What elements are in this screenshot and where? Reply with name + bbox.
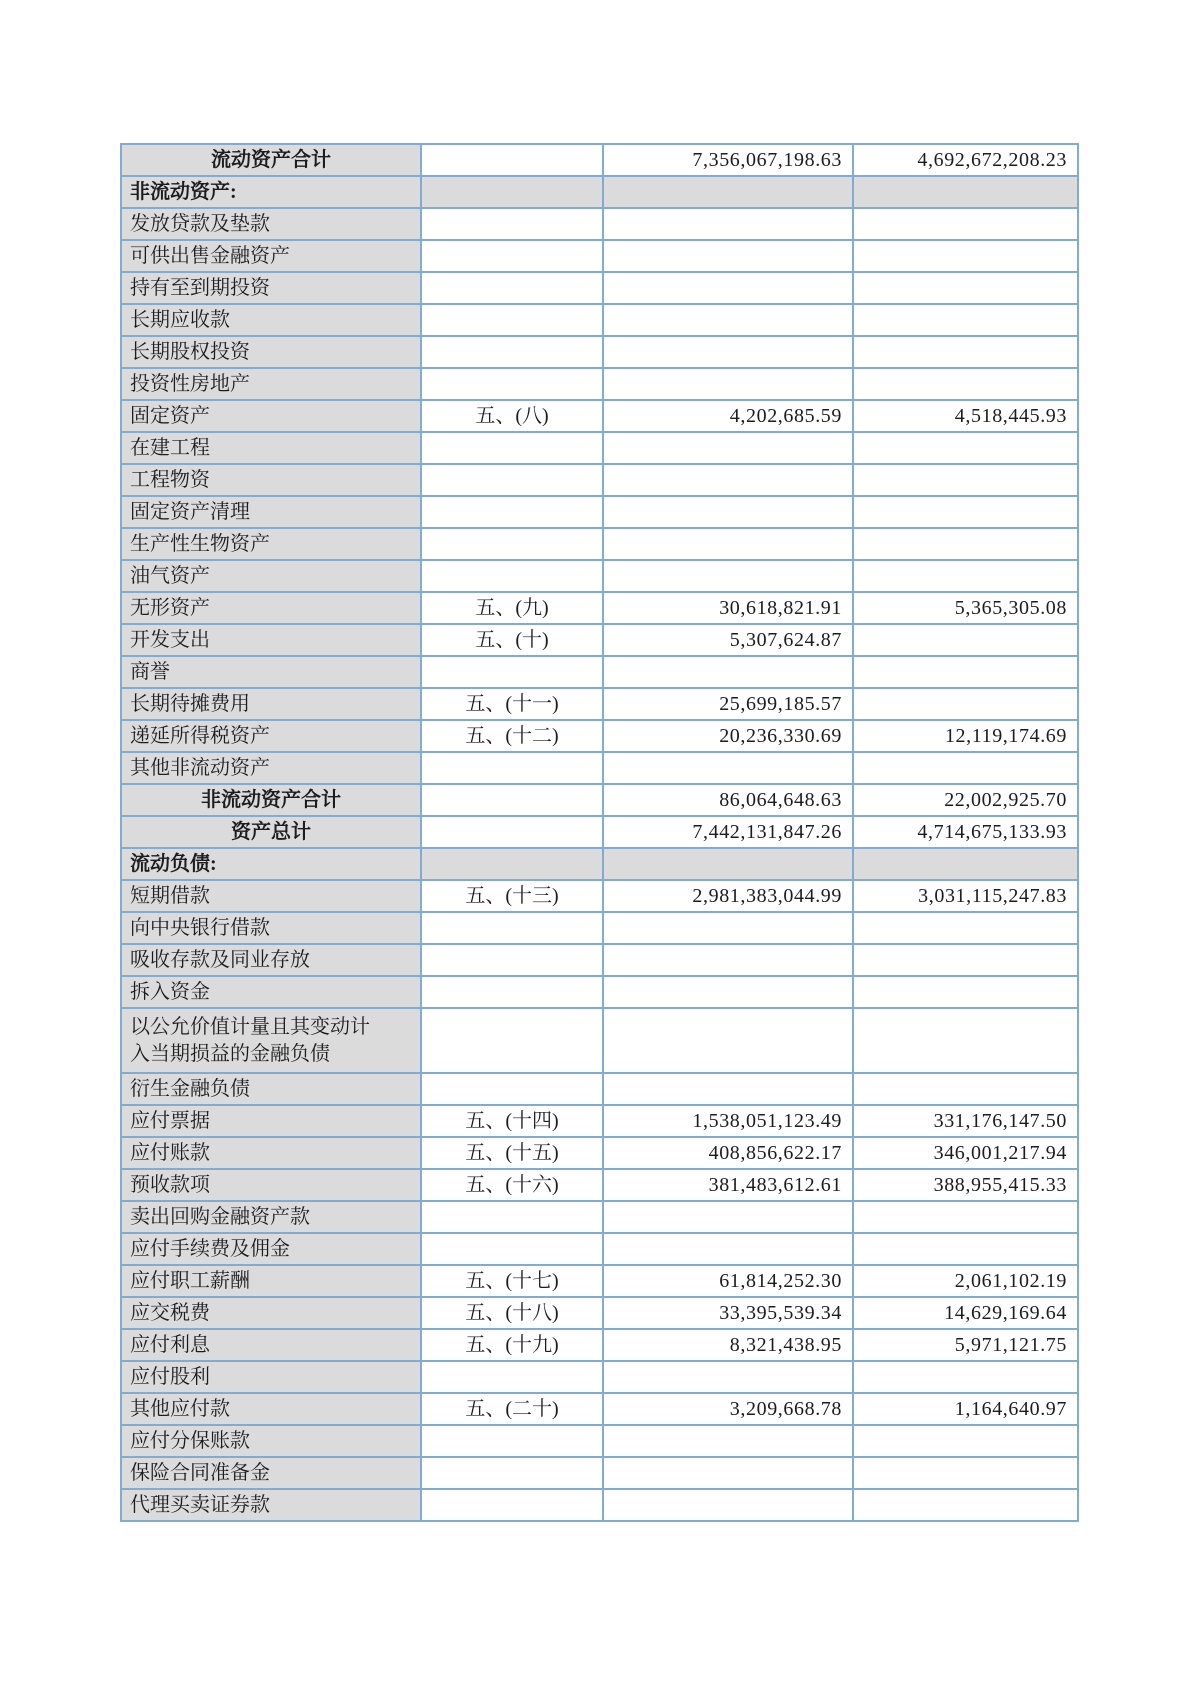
note-ref: 五、(十九) bbox=[421, 1329, 603, 1361]
table-row bbox=[121, 176, 1078, 208]
table-row bbox=[121, 1457, 1078, 1489]
prior-period-value bbox=[853, 208, 1078, 240]
prior-period-value bbox=[853, 528, 1078, 560]
row-label: 应付票据 bbox=[121, 1105, 421, 1137]
note-ref bbox=[421, 976, 603, 1008]
row-label: 应付手续费及佣金 bbox=[121, 1233, 421, 1265]
table-row bbox=[121, 976, 1078, 1008]
current-period-value: 7,442,131,847.26 bbox=[603, 816, 853, 848]
table-row bbox=[121, 688, 1078, 720]
row-label: 发放贷款及垫款 bbox=[121, 208, 421, 240]
current-period-value: 25,699,185.57 bbox=[603, 688, 853, 720]
current-period-value: 30,618,821.91 bbox=[603, 592, 853, 624]
note-ref bbox=[421, 1457, 603, 1489]
note-ref bbox=[421, 1201, 603, 1233]
prior-period-value bbox=[853, 496, 1078, 528]
note-ref: 五、(十八) bbox=[421, 1297, 603, 1329]
current-period-value bbox=[603, 304, 853, 336]
prior-period-value bbox=[853, 1457, 1078, 1489]
current-period-value: 5,307,624.87 bbox=[603, 624, 853, 656]
current-period-value bbox=[603, 1457, 853, 1489]
row-label: 持有至到期投资 bbox=[121, 272, 421, 304]
note-ref bbox=[421, 816, 603, 848]
table-row bbox=[121, 464, 1078, 496]
prior-period-value: 1,164,640.97 bbox=[853, 1393, 1078, 1425]
note-ref bbox=[421, 1073, 603, 1105]
table-row bbox=[121, 1008, 1078, 1073]
current-period-value bbox=[603, 528, 853, 560]
note-ref: 五、(十一) bbox=[421, 688, 603, 720]
current-period-value: 61,814,252.30 bbox=[603, 1265, 853, 1297]
note-ref bbox=[421, 784, 603, 816]
table-row bbox=[121, 144, 1078, 176]
row-label: 代理买卖证券款 bbox=[121, 1489, 421, 1521]
current-period-value: 1,538,051,123.49 bbox=[603, 1105, 853, 1137]
note-ref: 五、(十六) bbox=[421, 1169, 603, 1201]
current-period-value bbox=[603, 1361, 853, 1393]
prior-period-value bbox=[853, 688, 1078, 720]
table-row bbox=[121, 240, 1078, 272]
table-row bbox=[121, 752, 1078, 784]
table-row bbox=[121, 560, 1078, 592]
current-period-value: 8,321,438.95 bbox=[603, 1329, 853, 1361]
row-label: 工程物资 bbox=[121, 464, 421, 496]
balance-sheet-table bbox=[120, 143, 1079, 1522]
table-row bbox=[121, 912, 1078, 944]
row-label: 保险合同准备金 bbox=[121, 1457, 421, 1489]
row-label: 应付利息 bbox=[121, 1329, 421, 1361]
note-ref bbox=[421, 432, 603, 464]
prior-period-value bbox=[853, 1425, 1078, 1457]
current-period-value: 20,236,330.69 bbox=[603, 720, 853, 752]
note-ref: 五、(九) bbox=[421, 592, 603, 624]
table-row bbox=[121, 496, 1078, 528]
row-label: 其他非流动资产 bbox=[121, 752, 421, 784]
note-ref bbox=[421, 176, 603, 208]
row-label: 固定资产 bbox=[121, 400, 421, 432]
prior-period-value bbox=[853, 176, 1078, 208]
table-row bbox=[121, 624, 1078, 656]
row-label: 衍生金融负债 bbox=[121, 1073, 421, 1105]
note-ref bbox=[421, 1425, 603, 1457]
row-label: 短期借款 bbox=[121, 880, 421, 912]
note-ref bbox=[421, 1008, 603, 1073]
current-period-value bbox=[603, 464, 853, 496]
current-period-value: 2,981,383,044.99 bbox=[603, 880, 853, 912]
current-period-value bbox=[603, 1489, 853, 1521]
current-period-value: 408,856,622.17 bbox=[603, 1137, 853, 1169]
note-ref bbox=[421, 208, 603, 240]
table-row bbox=[121, 1137, 1078, 1169]
row-label: 卖出回购金融资产款 bbox=[121, 1201, 421, 1233]
current-period-value bbox=[603, 240, 853, 272]
table-row bbox=[121, 1233, 1078, 1265]
note-ref bbox=[421, 752, 603, 784]
note-ref bbox=[421, 368, 603, 400]
current-period-value bbox=[603, 1073, 853, 1105]
row-label: 长期待摊费用 bbox=[121, 688, 421, 720]
row-label: 资产总计 bbox=[121, 816, 421, 848]
note-ref bbox=[421, 560, 603, 592]
table-row bbox=[121, 1105, 1078, 1137]
row-label: 拆入资金 bbox=[121, 976, 421, 1008]
row-label: 长期股权投资 bbox=[121, 336, 421, 368]
prior-period-value bbox=[853, 752, 1078, 784]
prior-period-value: 4,692,672,208.23 bbox=[853, 144, 1078, 176]
current-period-value bbox=[603, 1233, 853, 1265]
row-label: 向中央银行借款 bbox=[121, 912, 421, 944]
table-row bbox=[121, 304, 1078, 336]
table-row bbox=[121, 816, 1078, 848]
note-ref bbox=[421, 656, 603, 688]
row-label: 应付分保账款 bbox=[121, 1425, 421, 1457]
prior-period-value: 388,955,415.33 bbox=[853, 1169, 1078, 1201]
current-period-value bbox=[603, 208, 853, 240]
table-row bbox=[121, 1169, 1078, 1201]
row-label: 吸收存款及同业存放 bbox=[121, 944, 421, 976]
row-label: 商誉 bbox=[121, 656, 421, 688]
prior-period-value bbox=[853, 944, 1078, 976]
prior-period-value: 5,971,121.75 bbox=[853, 1329, 1078, 1361]
current-period-value: 33,395,539.34 bbox=[603, 1297, 853, 1329]
table-row bbox=[121, 720, 1078, 752]
row-label: 在建工程 bbox=[121, 432, 421, 464]
current-period-value bbox=[603, 272, 853, 304]
table-row bbox=[121, 400, 1078, 432]
note-ref bbox=[421, 848, 603, 880]
prior-period-value bbox=[853, 432, 1078, 464]
note-ref: 五、(二十) bbox=[421, 1393, 603, 1425]
row-label: 固定资产清理 bbox=[121, 496, 421, 528]
prior-period-value bbox=[853, 1073, 1078, 1105]
prior-period-value bbox=[853, 1361, 1078, 1393]
current-period-value: 3,209,668.78 bbox=[603, 1393, 853, 1425]
row-label: 投资性房地产 bbox=[121, 368, 421, 400]
prior-period-value bbox=[853, 368, 1078, 400]
prior-period-value bbox=[853, 976, 1078, 1008]
prior-period-value bbox=[853, 912, 1078, 944]
row-label: 以公允价值计量且其变动计入当期损益的金融负债 bbox=[121, 1008, 421, 1073]
prior-period-value bbox=[853, 624, 1078, 656]
note-ref bbox=[421, 272, 603, 304]
prior-period-value bbox=[853, 272, 1078, 304]
prior-period-value bbox=[853, 336, 1078, 368]
current-period-value bbox=[603, 656, 853, 688]
prior-period-value bbox=[853, 464, 1078, 496]
balance-sheet-body bbox=[121, 144, 1078, 1521]
table-row bbox=[121, 432, 1078, 464]
current-period-value bbox=[603, 176, 853, 208]
prior-period-value bbox=[853, 304, 1078, 336]
note-ref bbox=[421, 912, 603, 944]
current-period-value bbox=[603, 848, 853, 880]
note-ref bbox=[421, 240, 603, 272]
prior-period-value bbox=[853, 1489, 1078, 1521]
table-row bbox=[121, 784, 1078, 816]
table-row bbox=[121, 656, 1078, 688]
table-row bbox=[121, 1425, 1078, 1457]
row-label: 长期应收款 bbox=[121, 304, 421, 336]
row-label: 流动负债: bbox=[121, 848, 421, 880]
table-row bbox=[121, 208, 1078, 240]
current-period-value bbox=[603, 1008, 853, 1073]
prior-period-value: 331,176,147.50 bbox=[853, 1105, 1078, 1137]
prior-period-value: 3,031,115,247.83 bbox=[853, 880, 1078, 912]
prior-period-value bbox=[853, 848, 1078, 880]
note-ref bbox=[421, 1489, 603, 1521]
table-row bbox=[121, 880, 1078, 912]
table-row bbox=[121, 1361, 1078, 1393]
table-row bbox=[121, 592, 1078, 624]
row-label: 非流动资产合计 bbox=[121, 784, 421, 816]
row-label: 生产性生物资产 bbox=[121, 528, 421, 560]
row-label: 递延所得税资产 bbox=[121, 720, 421, 752]
row-label: 无形资产 bbox=[121, 592, 421, 624]
prior-period-value: 22,002,925.70 bbox=[853, 784, 1078, 816]
table-row bbox=[121, 1393, 1078, 1425]
prior-period-value: 5,365,305.08 bbox=[853, 592, 1078, 624]
table-row bbox=[121, 272, 1078, 304]
note-ref: 五、(十四) bbox=[421, 1105, 603, 1137]
table-row bbox=[121, 1489, 1078, 1521]
note-ref bbox=[421, 528, 603, 560]
row-label: 开发支出 bbox=[121, 624, 421, 656]
table-row bbox=[121, 1201, 1078, 1233]
prior-period-value bbox=[853, 560, 1078, 592]
current-period-value bbox=[603, 752, 853, 784]
row-label: 非流动资产: bbox=[121, 176, 421, 208]
table-row bbox=[121, 368, 1078, 400]
note-ref bbox=[421, 144, 603, 176]
row-label: 可供出售金融资产 bbox=[121, 240, 421, 272]
current-period-value bbox=[603, 496, 853, 528]
note-ref bbox=[421, 336, 603, 368]
table-row bbox=[121, 1297, 1078, 1329]
table-row bbox=[121, 1329, 1078, 1361]
prior-period-value: 2,061,102.19 bbox=[853, 1265, 1078, 1297]
note-ref bbox=[421, 944, 603, 976]
table-row bbox=[121, 1073, 1078, 1105]
table-row bbox=[121, 336, 1078, 368]
table-row bbox=[121, 528, 1078, 560]
current-period-value: 4,202,685.59 bbox=[603, 400, 853, 432]
note-ref: 五、(十七) bbox=[421, 1265, 603, 1297]
row-label: 预收款项 bbox=[121, 1169, 421, 1201]
prior-period-value: 12,119,174.69 bbox=[853, 720, 1078, 752]
note-ref bbox=[421, 1361, 603, 1393]
table-row bbox=[121, 944, 1078, 976]
prior-period-value: 14,629,169.64 bbox=[853, 1297, 1078, 1329]
note-ref bbox=[421, 464, 603, 496]
table-row bbox=[121, 1265, 1078, 1297]
prior-period-value bbox=[853, 1008, 1078, 1073]
current-period-value: 381,483,612.61 bbox=[603, 1169, 853, 1201]
current-period-value bbox=[603, 944, 853, 976]
row-label: 应付职工薪酬 bbox=[121, 1265, 421, 1297]
prior-period-value bbox=[853, 1233, 1078, 1265]
current-period-value bbox=[603, 1201, 853, 1233]
current-period-value bbox=[603, 336, 853, 368]
prior-period-value bbox=[853, 1201, 1078, 1233]
prior-period-value: 4,714,675,133.93 bbox=[853, 816, 1078, 848]
row-label: 其他应付款 bbox=[121, 1393, 421, 1425]
note-ref: 五、(十三) bbox=[421, 880, 603, 912]
prior-period-value: 4,518,445.93 bbox=[853, 400, 1078, 432]
note-ref bbox=[421, 304, 603, 336]
current-period-value bbox=[603, 976, 853, 1008]
current-period-value bbox=[603, 1425, 853, 1457]
row-label: 应付账款 bbox=[121, 1137, 421, 1169]
current-period-value bbox=[603, 912, 853, 944]
prior-period-value: 346,001,217.94 bbox=[853, 1137, 1078, 1169]
note-ref bbox=[421, 1233, 603, 1265]
current-period-value bbox=[603, 560, 853, 592]
row-label: 流动资产合计 bbox=[121, 144, 421, 176]
row-label: 应交税费 bbox=[121, 1297, 421, 1329]
current-period-value: 7,356,067,198.63 bbox=[603, 144, 853, 176]
table-row bbox=[121, 848, 1078, 880]
note-ref: 五、(十五) bbox=[421, 1137, 603, 1169]
current-period-value bbox=[603, 368, 853, 400]
current-period-value: 86,064,648.63 bbox=[603, 784, 853, 816]
prior-period-value bbox=[853, 240, 1078, 272]
prior-period-value bbox=[853, 656, 1078, 688]
note-ref: 五、(八) bbox=[421, 400, 603, 432]
note-ref bbox=[421, 496, 603, 528]
note-ref: 五、(十二) bbox=[421, 720, 603, 752]
current-period-value bbox=[603, 432, 853, 464]
note-ref: 五、(十) bbox=[421, 624, 603, 656]
row-label: 应付股利 bbox=[121, 1361, 421, 1393]
row-label: 油气资产 bbox=[121, 560, 421, 592]
